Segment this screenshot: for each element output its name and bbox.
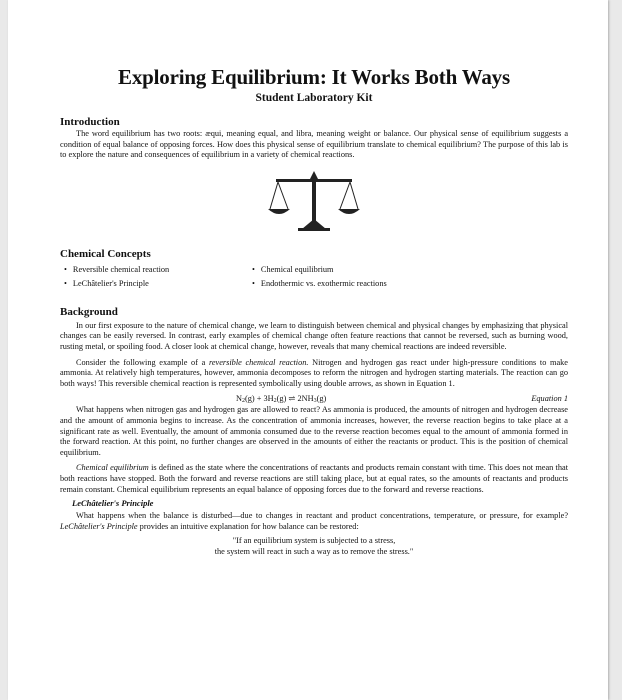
quote-line: "If an equilibrium system is subjected to a stress, — [232, 536, 396, 546]
equation-term: (g) + 3H — [245, 394, 274, 404]
quote-line: the system will react in such a way as to remove the stress." — [214, 546, 414, 556]
scale-figure — [60, 169, 568, 233]
emphasis-text: reversible chemical reaction. — [208, 357, 309, 367]
equation-term: 2NH — [297, 394, 314, 404]
equation-term: N — [236, 394, 242, 404]
concepts-list — [60, 263, 568, 291]
concept-item: • LeChâtelier's Principle — [60, 277, 218, 291]
concepts-column-2 — [248, 263, 448, 291]
concept-item: • Chemical equilibrium — [248, 263, 448, 277]
emphasis-text: Chemical equilibrium — [76, 463, 149, 473]
lechatelier-heading: LeChâtelier's Principle — [72, 498, 154, 509]
page-title: Exploring Equilibrium: It Works Both Ways — [118, 65, 510, 89]
paragraph-text: Nitrogen and hydrogen gas react under high-pressure conditions to make ammonia. At relatively high temperatures, however, ammonia decomposes to reform the nitrogen and hydrogen starting materials. The reaction can go both ways! This reversible chemical reaction is represented symbolically using double arrows, as shown in Equation 1. — [60, 357, 568, 388]
lechatelier-quote — [60, 536, 568, 557]
concept-item: • Reversible chemical reaction — [60, 263, 218, 277]
introduction-text: The word equilibrium has two roots: æqui, meaning equal, and libra, meaning weight or balance. Our physical sense of equilibrium suggests a condition of equal balance of opposing forces. How does this physical sense of equilibrium translate to chemical equilibrium? The purpose of this lab is to explore the nature and consequences of equilibrium in a variety of chemical reactions. — [60, 129, 568, 160]
equation-term: (g) — [316, 394, 327, 404]
paragraph-text: Consider the following example of a — [76, 357, 209, 367]
background-paragraph-2 — [60, 358, 568, 390]
introduction-heading: Introduction — [60, 116, 120, 128]
concepts-column-1 — [60, 263, 218, 291]
concepts-heading: Chemical Concepts — [60, 247, 151, 260]
page-content — [60, 64, 568, 557]
equation-subscript: 3 — [313, 398, 317, 405]
document-page — [8, 0, 608, 700]
equation-label: Equation 1 — [531, 394, 568, 404]
equation-subscript: 2 — [242, 398, 245, 405]
equation-subscript: 2 — [273, 398, 277, 405]
background-paragraph-4 — [60, 463, 568, 495]
equation-row — [60, 392, 568, 405]
background-paragraph-1: In our first exposure to the nature of chemical change, we learn to distinguish between chemical and physical changes by emphasizing that physical changes can be easily reversed. In contrast, early examples of chemical change often feature reactions that cannot be reversed, such as burning wood, rusting metal, or spoiling food. A closer look at chemical change, however, reveals that many chemical reactions are indeed reversible. — [60, 320, 568, 351]
lechatelier-paragraph — [60, 511, 568, 532]
balance-scale-icon — [268, 169, 360, 233]
background-heading: Background — [60, 305, 118, 318]
page-subtitle: Student Laboratory Kit — [255, 92, 373, 104]
background-paragraph-3: What happens when nitrogen gas and hydrogen gas are allowed to react? As ammonia is produced, the amounts of nitrogen and hydrogen decrease and the amount of ammonia begins to increase. As the concentration of ammonia increases, however, the reverse reaction begins to take place at a significant rate as well. Eventually, the amount of ammonia consumed due to the reverse reaction becomes equal to the amount of ammonia formed in the forward reaction. At this point, no further changes are observed in the amounts of either the reactants or product. This is the position of chemical equilibrium. — [60, 405, 568, 457]
paragraph-text: provides an intuitive explanation for how balance can be restored: — [137, 521, 359, 531]
concept-item: • Endothermic vs. exothermic reactions — [248, 277, 448, 291]
paragraph-text: is defined as the state where the concentrations of reactants and products remain constant with time. This does not mean that both reactions have stopped. Both the forward and reverse reactions are still taking place, but at equal rates, so the amounts of reactants and products remain constant. Chemical equilibrium represents an equal balance of opposing forces due to the forward and reverse reactions. — [60, 463, 568, 494]
paragraph-text: What happens when the balance is disturbed—due to changes in reactant and product concentrations, temperature, or pressure, for example? — [76, 511, 568, 521]
equation-1 — [236, 392, 326, 408]
equilibrium-arrow-icon: ⇌ — [288, 394, 296, 404]
emphasis-text: LeChâtelier's Principle — [60, 521, 138, 531]
equation-term: (g) — [276, 394, 287, 404]
